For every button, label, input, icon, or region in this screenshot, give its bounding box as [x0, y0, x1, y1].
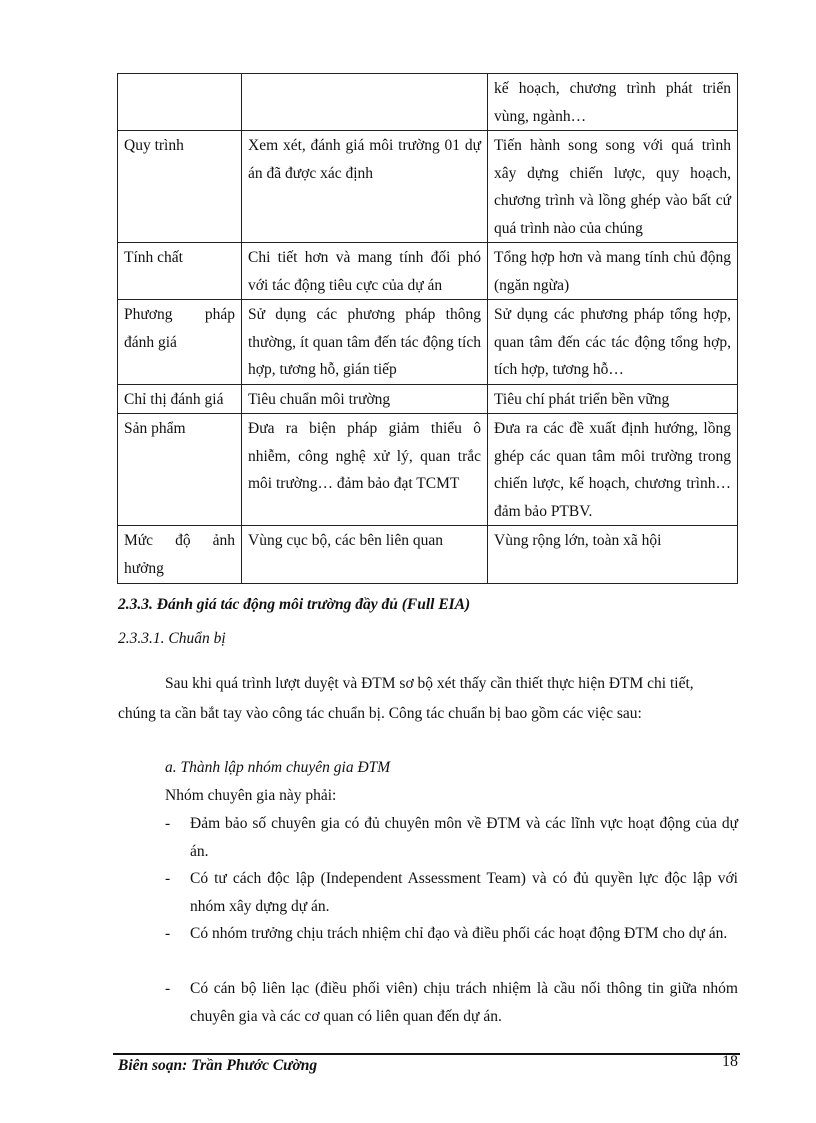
item-intro: Nhóm chuyên gia này phải:	[165, 787, 337, 804]
table-cell: Vùng cục bộ, các bên liên quan	[242, 526, 488, 584]
bullet-dash: -	[165, 925, 171, 942]
table-cell: Chỉ thị đánh giá	[118, 384, 242, 414]
table-cell: Đưa ra các đề xuất định hướng, lồng ghép các quan tâm môi trường trong chiến lược, kế hoạch, chương trình… đảm bảo PTBV.	[488, 414, 738, 526]
table-cell	[118, 74, 242, 131]
table-row	[118, 300, 738, 385]
table-row	[118, 384, 738, 414]
bullet-dash: -	[165, 815, 171, 832]
footer-author: Biên soạn: Trần Phước Cường	[118, 1057, 318, 1074]
table-cell: kế hoạch, chương trình phát triển vùng, ngành…	[488, 74, 738, 131]
section-heading: 2.3.3. Đánh giá tác động môi trường đầy đủ (Full EIA)	[118, 596, 471, 613]
table-cell: Sản phẩm	[118, 414, 242, 526]
table-cell: Đưa ra biện pháp giảm thiểu ô nhiễm, công nghệ xử lý, quan trắc môi trường… đảm bảo đạt TCMT	[242, 414, 488, 526]
table-cell: Quy trình	[118, 131, 242, 243]
item-heading: a. Thành lập nhóm chuyên gia ĐTM	[165, 759, 391, 776]
table-cell	[242, 74, 488, 131]
comparison-table	[117, 73, 738, 584]
footer-divider	[113, 1053, 740, 1055]
table-cell: Xem xét, đánh giá môi trường 01 dự án đã được xác định	[242, 131, 488, 243]
table-cell: Tổng hợp hơn và mang tính chủ động (ngăn ngừa)	[488, 243, 738, 300]
table-cell: Chi tiết hơn và mang tính đối phó với tác động tiêu cực của dự án	[242, 243, 488, 300]
table-cell: Vùng rộng lớn, toàn xã hội	[488, 526, 738, 584]
bullet-dash: -	[165, 980, 171, 997]
paragraph-line: Sau khi quá trình lượt duyệt và ĐTM sơ bộ xét thấy cần thiết thực hiện ĐTM chi tiết,	[165, 675, 694, 692]
table-row	[118, 131, 738, 243]
list-item-text: Có nhóm trưởng chịu trách nhiệm chỉ đạo và điều phối các hoạt động ĐTM cho dự án.	[190, 925, 728, 942]
table-cell: Sử dụng các phương pháp tổng hợp, quan tâm đến các tác động tổng hợp, tích hợp, tương hỗ…	[488, 300, 738, 385]
table-cell: Tiêu chuẩn môi trường	[242, 384, 488, 414]
table-cell: Tiêu chí phát triển bền vững	[488, 384, 738, 414]
table-cell: Tính chất	[118, 243, 242, 300]
table-cell: Tiến hành song song với quá trình xây dựng chiến lược, quy hoạch, chương trình và lồng ghép vào bất cứ quá trình nào của chúng	[488, 131, 738, 243]
table-row	[118, 414, 738, 526]
table-cell: Phương pháp đánh giá	[118, 300, 242, 385]
table-cell: Sử dụng các phương pháp thông thường, ít quan tâm đến tác động tích hợp, tương hỗ, gián tiếp	[242, 300, 488, 385]
table-row	[118, 243, 738, 300]
subsection-heading: 2.3.3.1. Chuẩn bị	[118, 630, 226, 647]
list-item-text: Có tư cách độc lập (Independent Assessment Team) và có đủ quyền lực độc lập với nhóm xây dựng dự án.	[190, 870, 738, 915]
table-row	[118, 526, 738, 584]
table-row	[118, 74, 738, 131]
table-cell: Mức độ ảnh hưởng	[118, 526, 242, 584]
list-item-text: Có cán bộ liên lạc (điều phối viên) chịu trách nhiệm là cầu nối thông tin giữa nhóm chuyên gia và các cơ quan có liên quan đến dự án.	[190, 980, 738, 1025]
paragraph-line: chúng ta cần bắt tay vào công tác chuẩn bị. Công tác chuẩn bị bao gồm các việc sau:	[118, 705, 642, 722]
page-number: 18	[722, 1053, 738, 1070]
bullet-dash: -	[165, 870, 171, 887]
list-item-text: Đảm bảo số chuyên gia có đủ chuyên môn về ĐTM và các lĩnh vực hoạt động của dự án.	[190, 815, 738, 860]
